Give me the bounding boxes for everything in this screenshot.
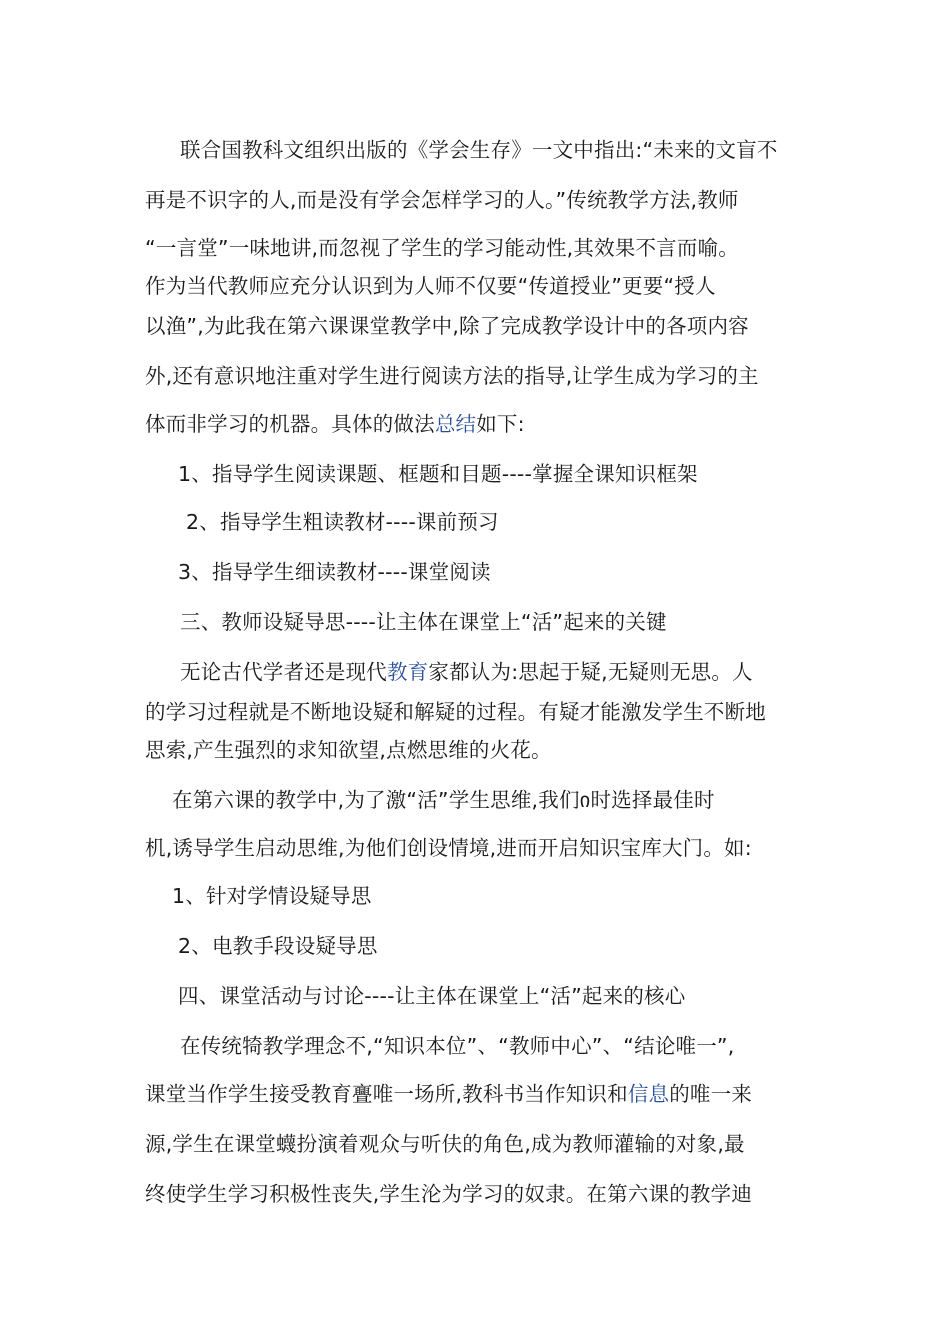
paragraph-line: 体而非学习的机器。具体的做法总结如下: bbox=[145, 412, 525, 436]
paragraph-line: 终使学生学习积极性丧失,学生沦为学习的奴隶。在第六课的教学迪 bbox=[145, 1182, 753, 1206]
list-item: 2、指导学生粗读教材----课前预习 bbox=[186, 510, 499, 534]
paragraph-line: “一言堂”一味地讲,而忽视了学生的学习能动性,其效果不言而喻。 bbox=[145, 236, 739, 260]
information-link[interactable]: 信息 bbox=[627, 1082, 670, 1106]
paragraph-line: 无论古代学者还是现代教育家都认为:思起于疑,无疑则无思。人 bbox=[180, 660, 753, 684]
list-item: 3、指导学生细读教材----课堂阅读 bbox=[178, 560, 491, 584]
paragraph-line: 外,还有意识地注重对学生进行阅读方法的指导,让学生成为学习的主 bbox=[145, 364, 759, 388]
paragraph-line: 再是不识字的人,而是没有学会怎样学习的人。”传统教学方法,教师 bbox=[145, 188, 739, 212]
education-link[interactable]: 教育 bbox=[387, 660, 429, 684]
paragraph-line: 联合国教科文组织出版的《学会生存》一文中指出:“未来的文盲不 bbox=[180, 138, 778, 162]
paragraph-line: 在传统犄教学理念不,“知识本位”、“教师中心”、“结论唯一”, bbox=[180, 1034, 735, 1058]
summary-link[interactable]: 总结 bbox=[434, 412, 477, 436]
list-item: 1、指导学生阅读课题、框题和目题----掌握全课知识框架 bbox=[178, 462, 698, 486]
paragraph-line: 作为当代教师应充分认识到为人师不仅要“传道授业”更要“授人 bbox=[145, 274, 716, 298]
list-item: 1、针对学情设疑导思 bbox=[172, 884, 372, 908]
paragraph-line: 机,诱导学生启动思维,为他们创设情境,进而开启知识宝库大门。如: bbox=[145, 836, 752, 860]
paragraph-line: 思索,产生强烈的求知欲望,点燃思维的火花。 bbox=[145, 738, 552, 762]
list-item: 2、电教手段设疑导思 bbox=[178, 934, 378, 958]
paragraph-line: 的学习过程就是不断地设疑和解疑的过程。有疑才能激发学生不断地 bbox=[145, 700, 766, 724]
paragraph-line: 以渔”,为此我在第六课课堂教学中,除了完成教学设计中的各项内容 bbox=[145, 314, 749, 338]
section-heading: 三、教师设疑导思----让主体在课堂上“活”起来的关键 bbox=[180, 610, 667, 634]
paragraph-line: 在第六课的教学中,为了激“活”学生思维,我们ი时选择最佳时 bbox=[172, 788, 715, 812]
paragraph-line: 课堂当作学生接受教育亹唯一场所,教科书当作知识和信息的唯一来 bbox=[145, 1082, 753, 1106]
section-heading: 四、课堂活动与讨论----让主体在课堂上“活”起来的核心 bbox=[178, 984, 686, 1008]
paragraph-line: 源,学生在课堂蠛扮演着观众与听伕的角色,成为教师灌输的对象,最 bbox=[145, 1132, 745, 1156]
